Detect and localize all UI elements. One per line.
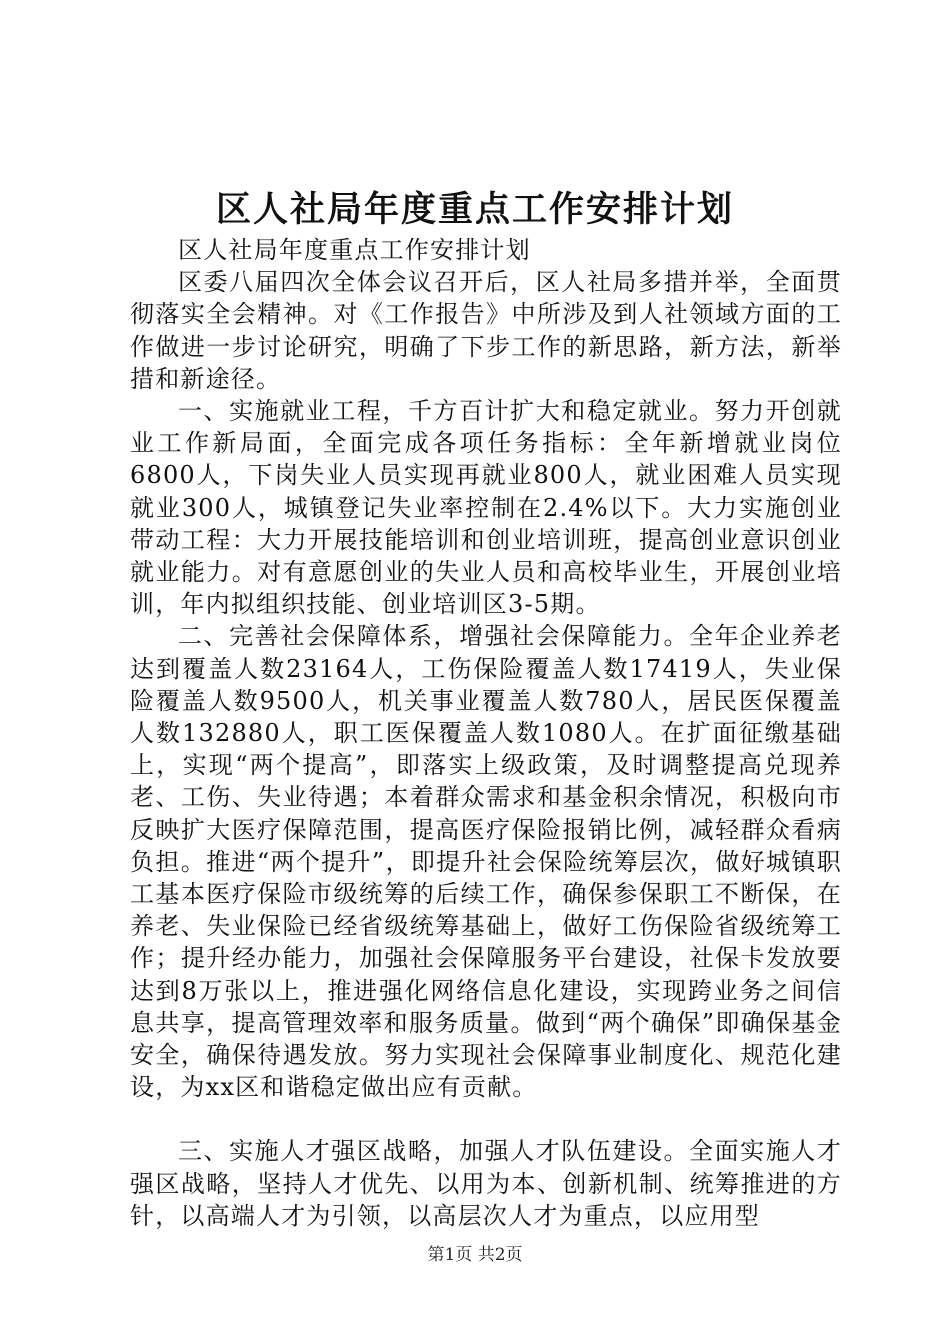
- document-body: [130, 234, 842, 1232]
- paragraph-intro: 区委八届四次全体会议召开后，区人社局多措并举，全面贯彻落实全会精神。对《工作报告》中所涉及到人社领域方面的工作做进一步讨论研究，明确了下步工作的新思路，新方法，新举措和新途径。: [130, 268, 842, 393]
- document-title: 区人社局年度重点工作安排计划: [215, 189, 734, 230]
- paragraph-employment: 一、实施就业工程，千方百计扩大和稳定就业。努力开创就业工作新局面，全面完成各项任务指标：全年新增就业岗位6800人，下岗失业人员实现再就业800人，就业困难人员实现就业300人，城镇登记失业率控制在2.4%以下。大力实施创业带动工程：大力开展技能培训和创业培训班，提高创业意识创业就业能力。对有意愿创业的失业人员和高校毕业生，开展创业培训，年内拟组织技能、创业培训区3-5期。: [130, 397, 842, 619]
- paragraph-subtitle: 区人社局年度重点工作安排计划: [178, 236, 531, 264]
- page-footer: 第1页 共2页: [427, 1245, 523, 1265]
- paragraph-talent: 三、实施人才强区战略，加强人才队伍建设。全面实施人才强区战略，坚持人才优先、以用为本、创新机制、统筹推进的方针，以高端人才为引领，以高层次人才为重点，以应用型: [130, 1137, 842, 1230]
- paragraph-social-security: 二、完善社会保障体系，增强社会保障能力。全年企业养老达到覆盖人数23164人，工伤保险覆盖人数17419人，失业保险覆盖人数9500人，机关事业覆盖人数780人，居民医保覆盖人数132880人，职工医保覆盖人数1080人。在扩面征缴基础上，实现“两个提高”，即落实上级政策，及时调整提高兑现养老、工伤、失业待遇；本着群众需求和基金积余情况，积极向市反映扩大医疗保障范围，提高医疗保险报销比例，减轻群众看病负担。推进“两个提升”，即提升社会保险统筹层次，做好城镇职工基本医疗保险市级统筹的后续工作，确保参保职工不断保，在养老、失业保险已经省级统筹基础上，做好工伤保险省级统筹工作；提升经办能力，加强社会保障服务平台建设，社保卡发放要达到8万张以上，推进强化网络信息化建设，实现跨业务之间信息共享，提高管理效率和服务质量。做到“两个确保”即确保基金安全，确保待遇发放。努力实现社会保障事业制度化、规范化建设，为xx区和谐稳定做出应有贡献。: [130, 622, 842, 1102]
